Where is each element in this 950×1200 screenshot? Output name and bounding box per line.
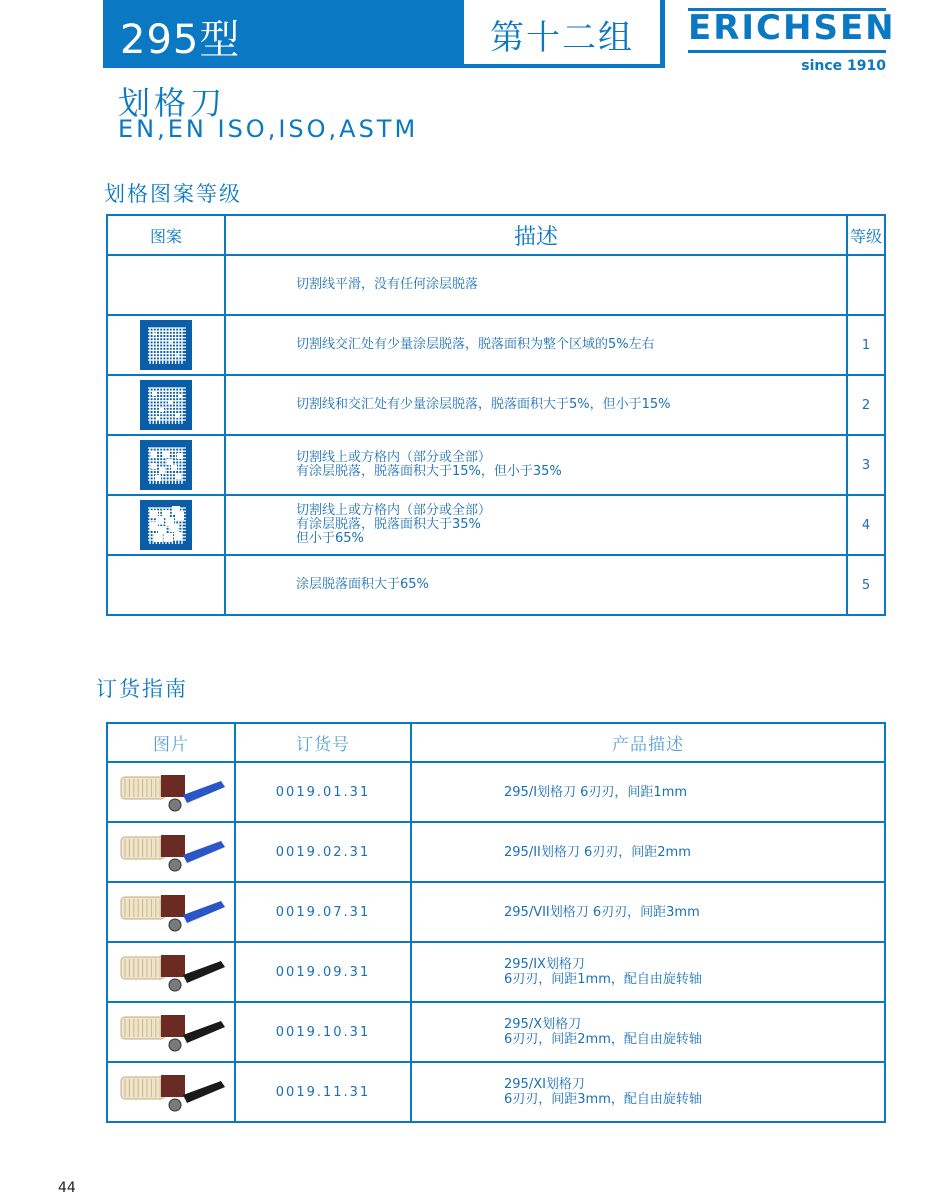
grade-value: 2 — [847, 375, 885, 435]
product-description — [411, 762, 885, 822]
brand-logo — [688, 8, 896, 74]
pattern-cell — [107, 315, 225, 375]
description-line: 有涂层脱落，脱落面积大于35% — [296, 517, 481, 532]
grade-value: 5 — [847, 555, 885, 615]
pattern-cell — [107, 495, 225, 555]
ordering-col-number: 订货号 — [235, 723, 411, 762]
pattern-cell — [107, 435, 225, 495]
crosscut-knife-icon — [108, 947, 234, 997]
grading-description — [225, 315, 847, 375]
crosscut-pattern-icon — [140, 500, 192, 550]
description-line: 切割线上或方格内（部分或全部） — [296, 450, 492, 465]
crosscut-knife-icon — [108, 827, 234, 877]
pattern-cell — [107, 555, 225, 615]
description-line: 295/IX划格刀 — [504, 957, 585, 972]
group-title: 第十二组 — [490, 18, 634, 58]
pattern-cell — [107, 255, 225, 315]
description-line: 涂层脱落面积大于65% — [296, 577, 429, 592]
description-line: 切割线平滑，没有任何涂层脱落 — [296, 277, 479, 292]
order-number: 0019.02.31 — [235, 822, 411, 882]
order-number: 0019.01.31 — [235, 762, 411, 822]
crosscut-knife-icon — [108, 1067, 234, 1117]
description-line: 6刃刃，间距1mm，配自由旋转轴 — [504, 972, 702, 987]
grade-value: 3 — [847, 435, 885, 495]
product-image — [107, 762, 235, 822]
product-image — [107, 822, 235, 882]
description-line: 有涂层脱落，脱落面积大于15%，但小于35% — [296, 464, 562, 479]
grading-row — [107, 255, 885, 315]
description-line: 切割线上或方格内（部分或全部） — [296, 503, 492, 518]
logo-rule-bottom — [688, 50, 886, 53]
grading-description — [225, 555, 847, 615]
product-description — [411, 882, 885, 942]
order-number: 0019.11.31 — [235, 1062, 411, 1122]
crosscut-pattern-icon — [140, 320, 192, 370]
grading-table — [106, 214, 886, 616]
description-line: 295/I划格刀 6刃刃，间距1mm — [504, 784, 688, 800]
crosscut-knife-icon — [108, 767, 234, 817]
product-image — [107, 1002, 235, 1062]
product-description — [411, 1062, 885, 1122]
order-number: 0019.07.31 — [235, 882, 411, 942]
model-title: 295型 — [120, 17, 241, 63]
ordering-row — [107, 942, 885, 1002]
ordering-header-row — [107, 723, 885, 762]
product-description — [411, 942, 885, 1002]
crosscut-pattern-icon — [140, 380, 192, 430]
grading-description — [225, 375, 847, 435]
description-line: 295/II划格刀 6刃刃，间距2mm — [504, 844, 691, 860]
grading-header-row — [107, 215, 885, 255]
grade-value: 4 — [847, 495, 885, 555]
description-line: 但小于65% — [296, 531, 364, 546]
description-line: 295/VII划格刀 6刃刃，间距3mm — [504, 904, 700, 920]
order-number: 0019.09.31 — [235, 942, 411, 1002]
product-image — [107, 1062, 235, 1122]
grading-row — [107, 495, 885, 555]
ordering-row — [107, 1062, 885, 1122]
crosscut-pattern-icon — [140, 440, 192, 490]
description-line: 295/X划格刀 — [504, 1017, 582, 1032]
grading-description — [225, 255, 847, 315]
description-line: 295/XI划格刀 — [504, 1077, 585, 1092]
grading-description — [225, 495, 847, 555]
product-name: 划格刀 — [118, 84, 227, 122]
crosscut-knife-icon — [108, 887, 234, 937]
order-number: 0019.10.31 — [235, 1002, 411, 1062]
product-description — [411, 1002, 885, 1062]
grading-col-grade: 等级 — [847, 215, 885, 255]
product-image — [107, 942, 235, 1002]
description-line: 切割线和交汇处有少量涂层脱落，脱落面积大于5%，但小于15% — [296, 397, 671, 412]
pattern-cell — [107, 375, 225, 435]
ordering-table — [106, 722, 886, 1123]
grading-section-title: 划格图案等级 — [104, 182, 242, 206]
grade-value: 1 — [847, 315, 885, 375]
ordering-section-title: 订货指南 — [96, 677, 188, 701]
grading-description — [225, 435, 847, 495]
description-line: 6刃刃，间距2mm，配自由旋转轴 — [504, 1032, 702, 1047]
page-number: 44 — [58, 1180, 76, 1196]
grading-row — [107, 315, 885, 375]
ordering-row — [107, 882, 885, 942]
brand-name: ERICHSEN — [688, 8, 896, 48]
product-image — [107, 882, 235, 942]
description-line: 切割线交汇处有少量涂层脱落，脱落面积为整个区域的5%左右 — [296, 337, 655, 352]
ordering-row — [107, 822, 885, 882]
grade-value — [847, 255, 885, 315]
ordering-row — [107, 1002, 885, 1062]
ordering-col-image: 图片 — [107, 723, 235, 762]
ordering-col-description: 产品描述 — [411, 723, 885, 762]
grading-row — [107, 375, 885, 435]
product-standards: EN,EN ISO,ISO,ASTM — [118, 115, 419, 143]
product-description — [411, 822, 885, 882]
grading-col-pattern: 图案 — [107, 215, 225, 255]
grading-row — [107, 435, 885, 495]
ordering-row — [107, 762, 885, 822]
crosscut-knife-icon — [108, 1007, 234, 1057]
description-line: 6刃刃，间距3mm，配自由旋转轴 — [504, 1092, 702, 1107]
brand-since: since 1910 — [801, 58, 886, 74]
grading-row — [107, 555, 885, 615]
grading-col-description: 描述 — [225, 215, 847, 255]
